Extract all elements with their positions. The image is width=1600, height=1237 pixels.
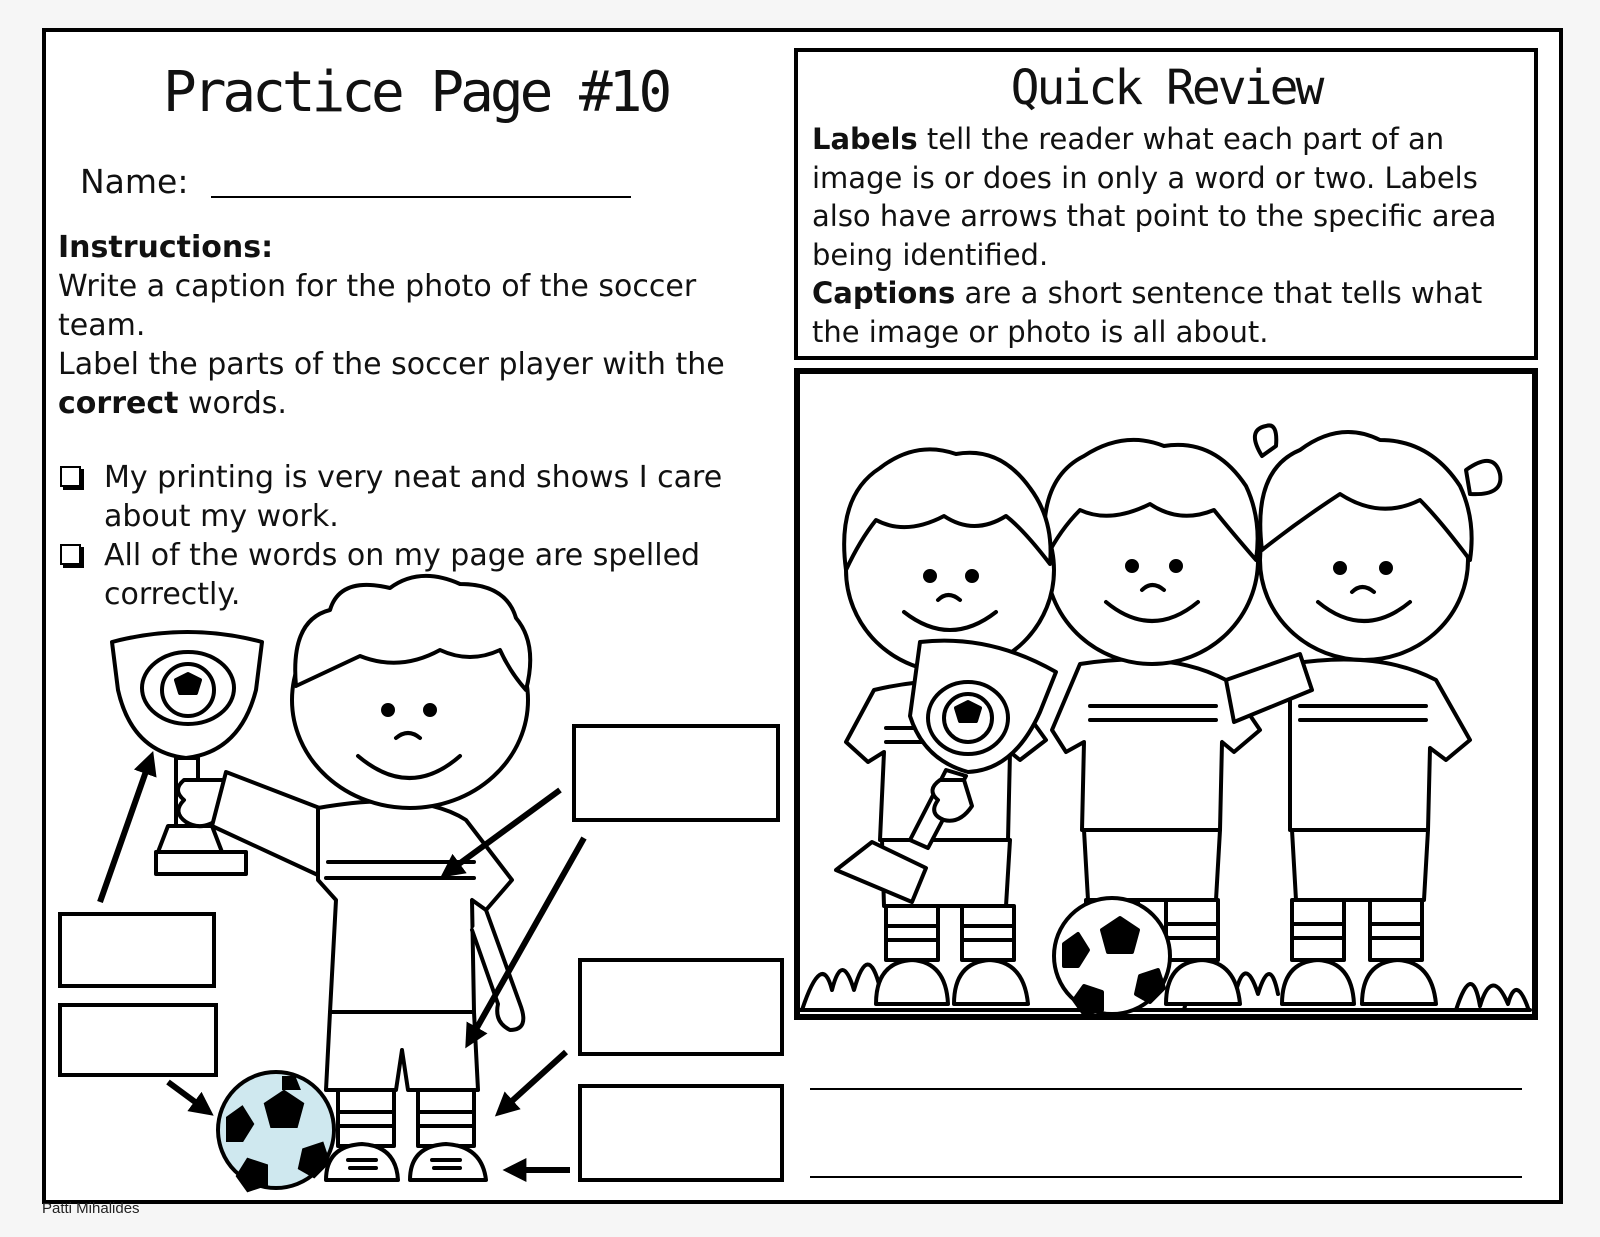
checklist-text-neat: My printing is very neat and shows I care about my work.	[104, 460, 723, 534]
instruction-label-end: words.	[178, 386, 287, 421]
instruction-caption: Write a caption for the photo of the soccer team.	[58, 269, 697, 343]
arrow-to-socks	[502, 1052, 566, 1110]
labels-term: Labels	[812, 122, 918, 156]
soccer-ball-icon	[218, 1072, 334, 1190]
checklist-text-spelling: All of the words on my page are spelled correctly.	[104, 538, 701, 612]
captions-definition: are a short sentence that tells what the image or photo is all about.	[812, 276, 1483, 349]
team-photo-icon	[800, 425, 1530, 1014]
quick-review-title: Quick Review	[1010, 60, 1322, 116]
team-soccer-ball-icon	[1054, 898, 1170, 1014]
instructions-heading: Instructions:	[58, 230, 274, 265]
arrow-to-trophy	[100, 760, 150, 902]
captions-term: Captions	[812, 276, 956, 310]
instruction-correct-word: correct	[58, 386, 179, 421]
labels-definition: tell the reader what each part of an image is or does in only a word or two. Labels also have arrows that point to the specific area being identified.	[812, 122, 1497, 272]
page-title: Practice Page #10	[163, 60, 669, 125]
instruction-label-text: Label the parts of the soccer player with the	[58, 347, 725, 382]
arrow-to-ball	[168, 1082, 206, 1110]
author-credit: Patti Mihalides	[42, 1200, 140, 1217]
name-label: Name:	[80, 162, 189, 201]
